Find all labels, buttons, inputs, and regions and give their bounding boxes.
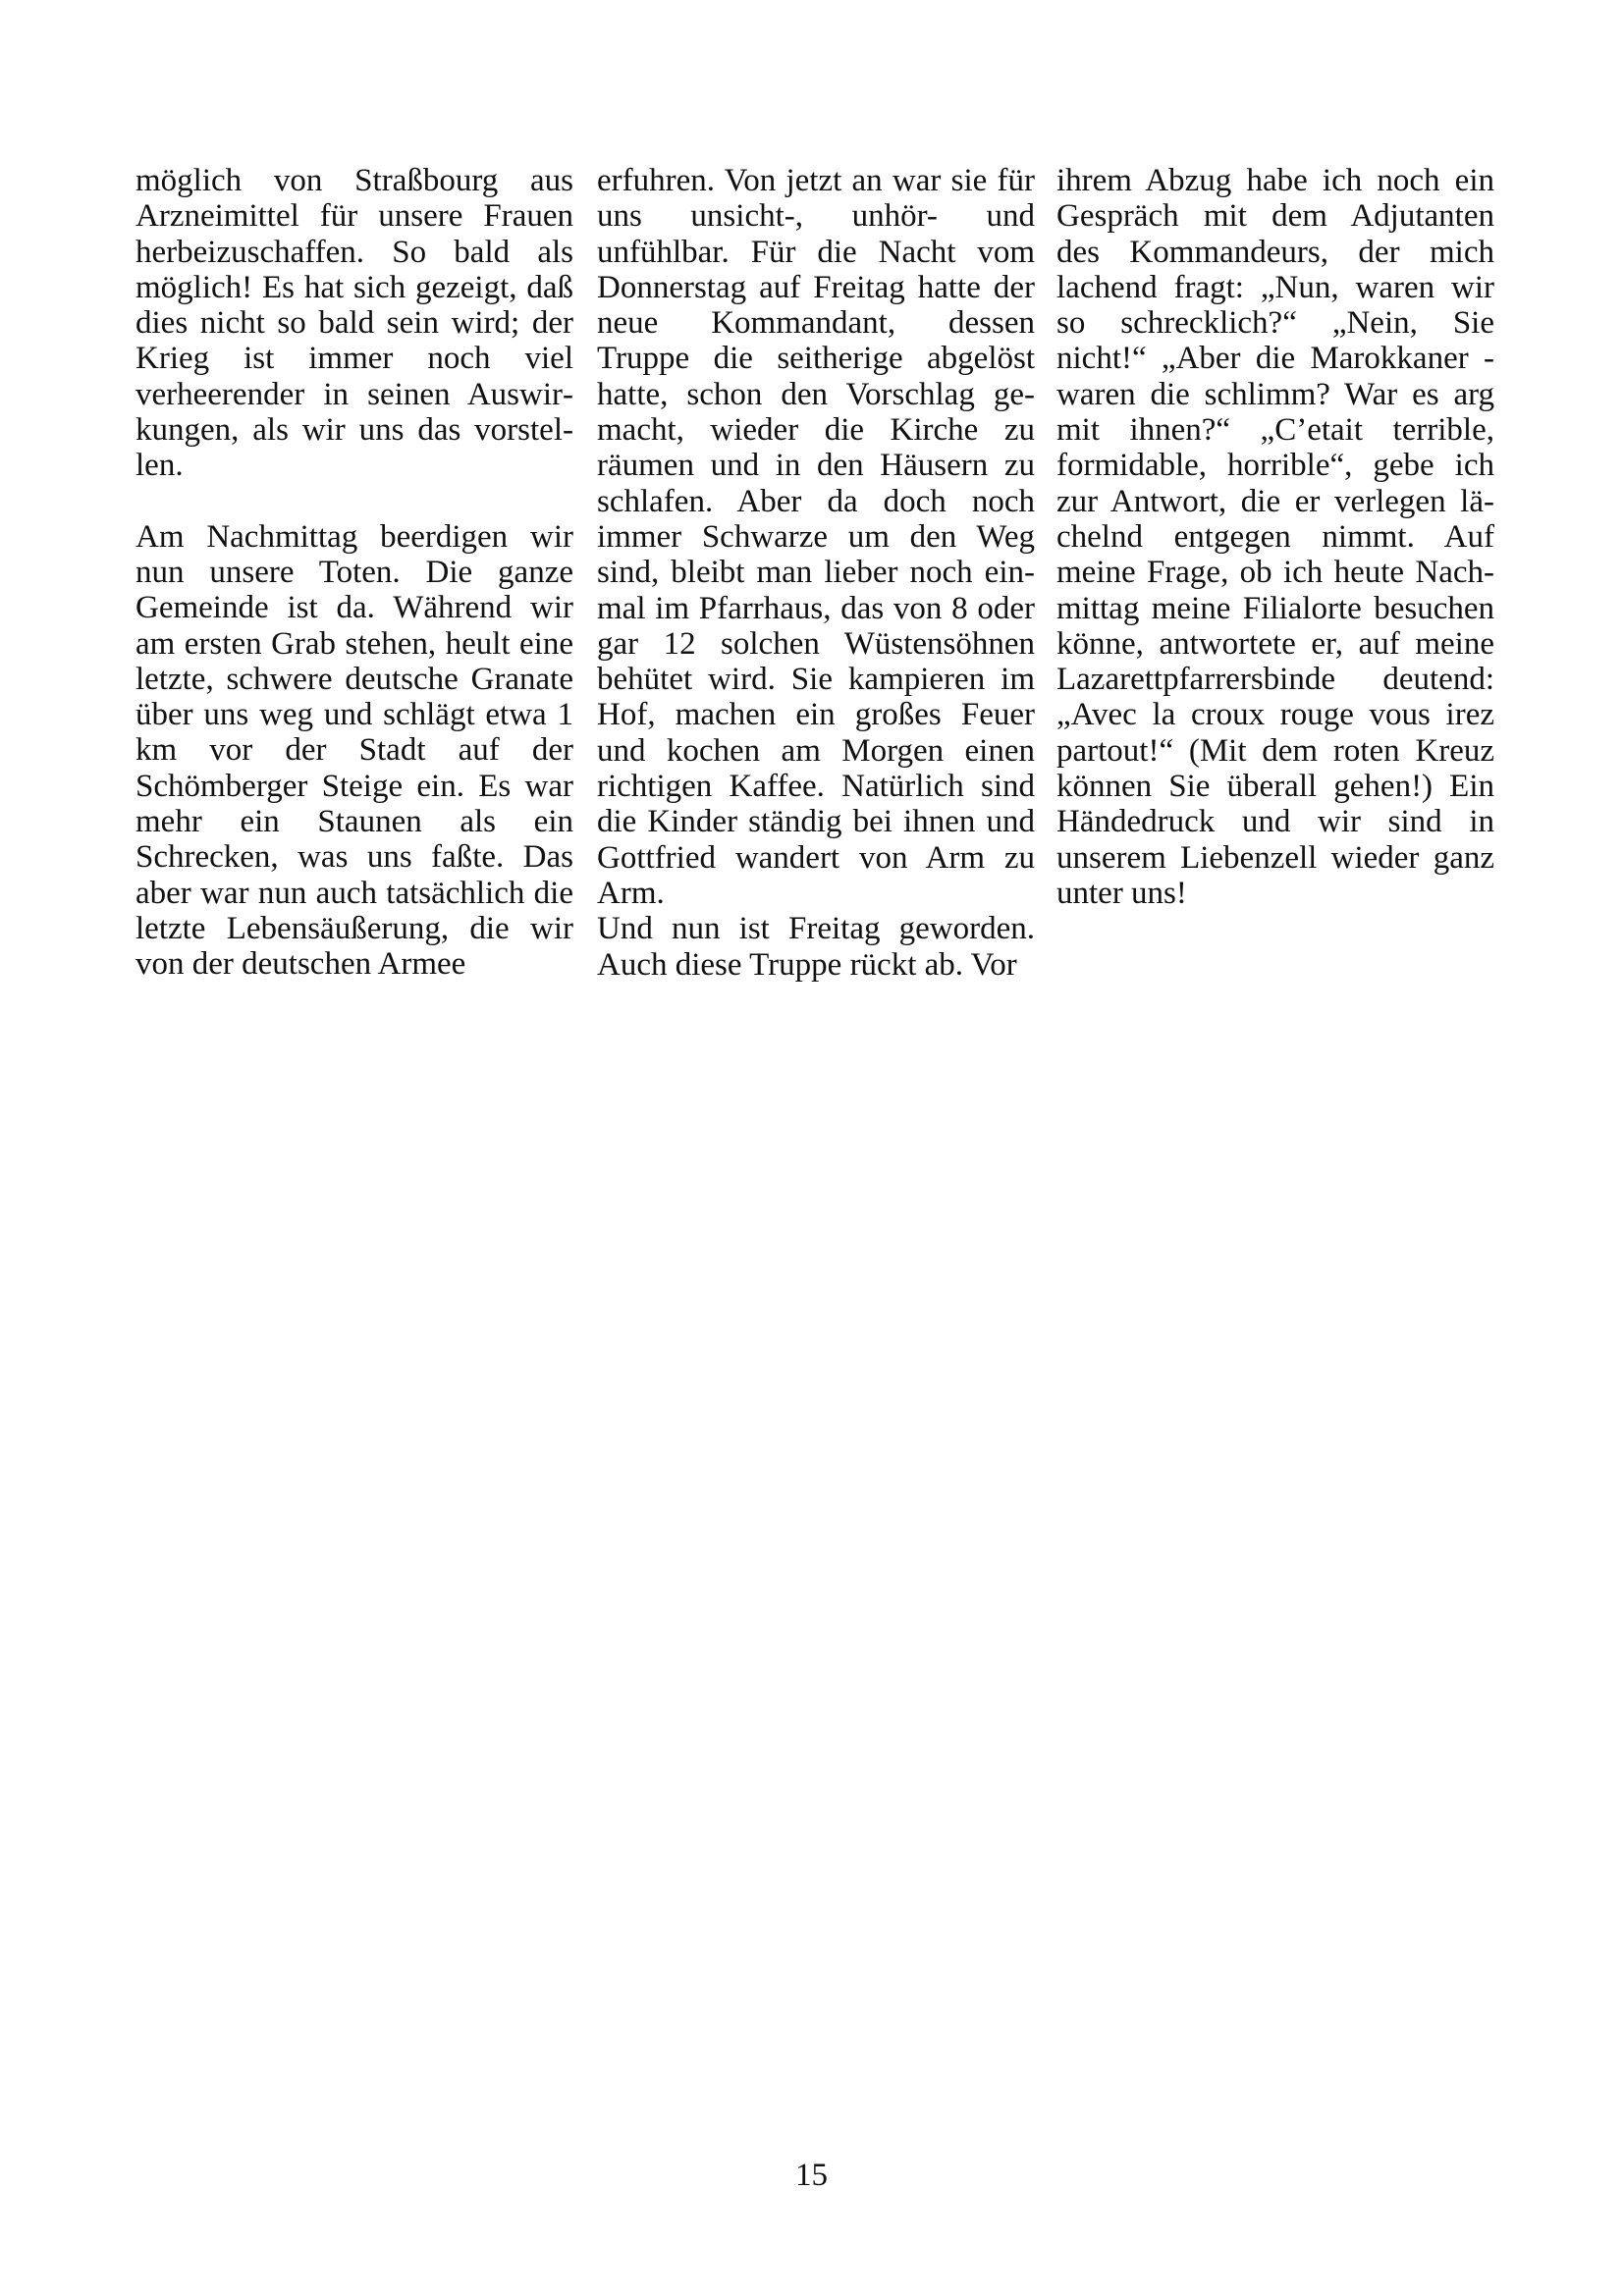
paragraph: möglich von Straßbourg aus Arzneimittel für unsere Frauen herbeizuschaffen. So bald als möglich! Es hat sich gezeigt, daß dies nicht so bald sein wird; der Krieg ist immer noch viel verheerender in seinen Auswirkungen, als wir uns das vorstellen. (135, 163, 573, 484)
paragraph: Und nun ist Freitag geworden. Auch diese Truppe rückt ab. Vor (597, 911, 1035, 983)
text-column-2 (597, 163, 1035, 983)
text-column-3 (1056, 163, 1494, 911)
page-number: 15 (795, 2158, 828, 2193)
paragraph: erfuhren. Von jetzt an war sie für uns unsicht-, unhör- und unfühlbar. Für die Nacht vom Donnerstag auf Freitag hatte der neue Kommandant, dessen Truppe die seitherige abgelöst hatte, schon den Vorschlag gemacht, wieder die Kirche zu räumen und in den Häusern zu schlafen. Aber da doch noch immer Schwarze um den Weg sind, bleibt man lieber noch einmal im Pfarrhaus, das von 8 oder gar 12 solchen Wüstensöhnen behütet wird. Sie kampieren im Hof, machen ein großes Feuer und kochen am Morgen einen richtigen Kaffee. Natürlich sind die Kinder ständig bei ihnen und Gottfried wandert von Arm zu Arm. (597, 163, 1035, 911)
text-column-1 (135, 163, 573, 983)
paragraph: ihrem Abzug habe ich noch ein Gespräch mit dem Adjutanten des Kommandeurs, der mich lachend fragt: „Nun, waren wir so schrecklich?“ „Nein, Sie nicht!“ „Aber die Marokkaner - waren die schlimm? War es arg mit ihnen?“ „C’etait terrible, formidable, horrible“, gebe ich zur Antwort, die er verlegen lächelnd entgegen nimmt. Auf meine Frage, ob ich heute Nachmittag meine Filialorte besuchen könne, antwortete er, auf meine Lazarettpfarrersbinde deutend: „Avec la croux rouge vous irez partout!“ (Mit dem roten Kreuz können Sie überall gehen!) Ein Händedruck und wir sind in unserem Liebenzell wieder ganz unter uns! (1056, 163, 1494, 911)
paragraph: Am Nachmittag beerdigen wir nun unsere Toten. Die ganze Gemeinde ist da. Während wir am ersten Grab stehen, heult eine letzte, schwere deutsche Granate über uns weg und schlägt etwa 1 km vor der Stadt auf der Schömberger Steige ein. Es war mehr ein Staunen als ein Schrecken, was uns faßte. Das aber war nun auch tatsächlich die letzte Lebensäußerung, die wir von der deutschen Armee (135, 518, 573, 983)
